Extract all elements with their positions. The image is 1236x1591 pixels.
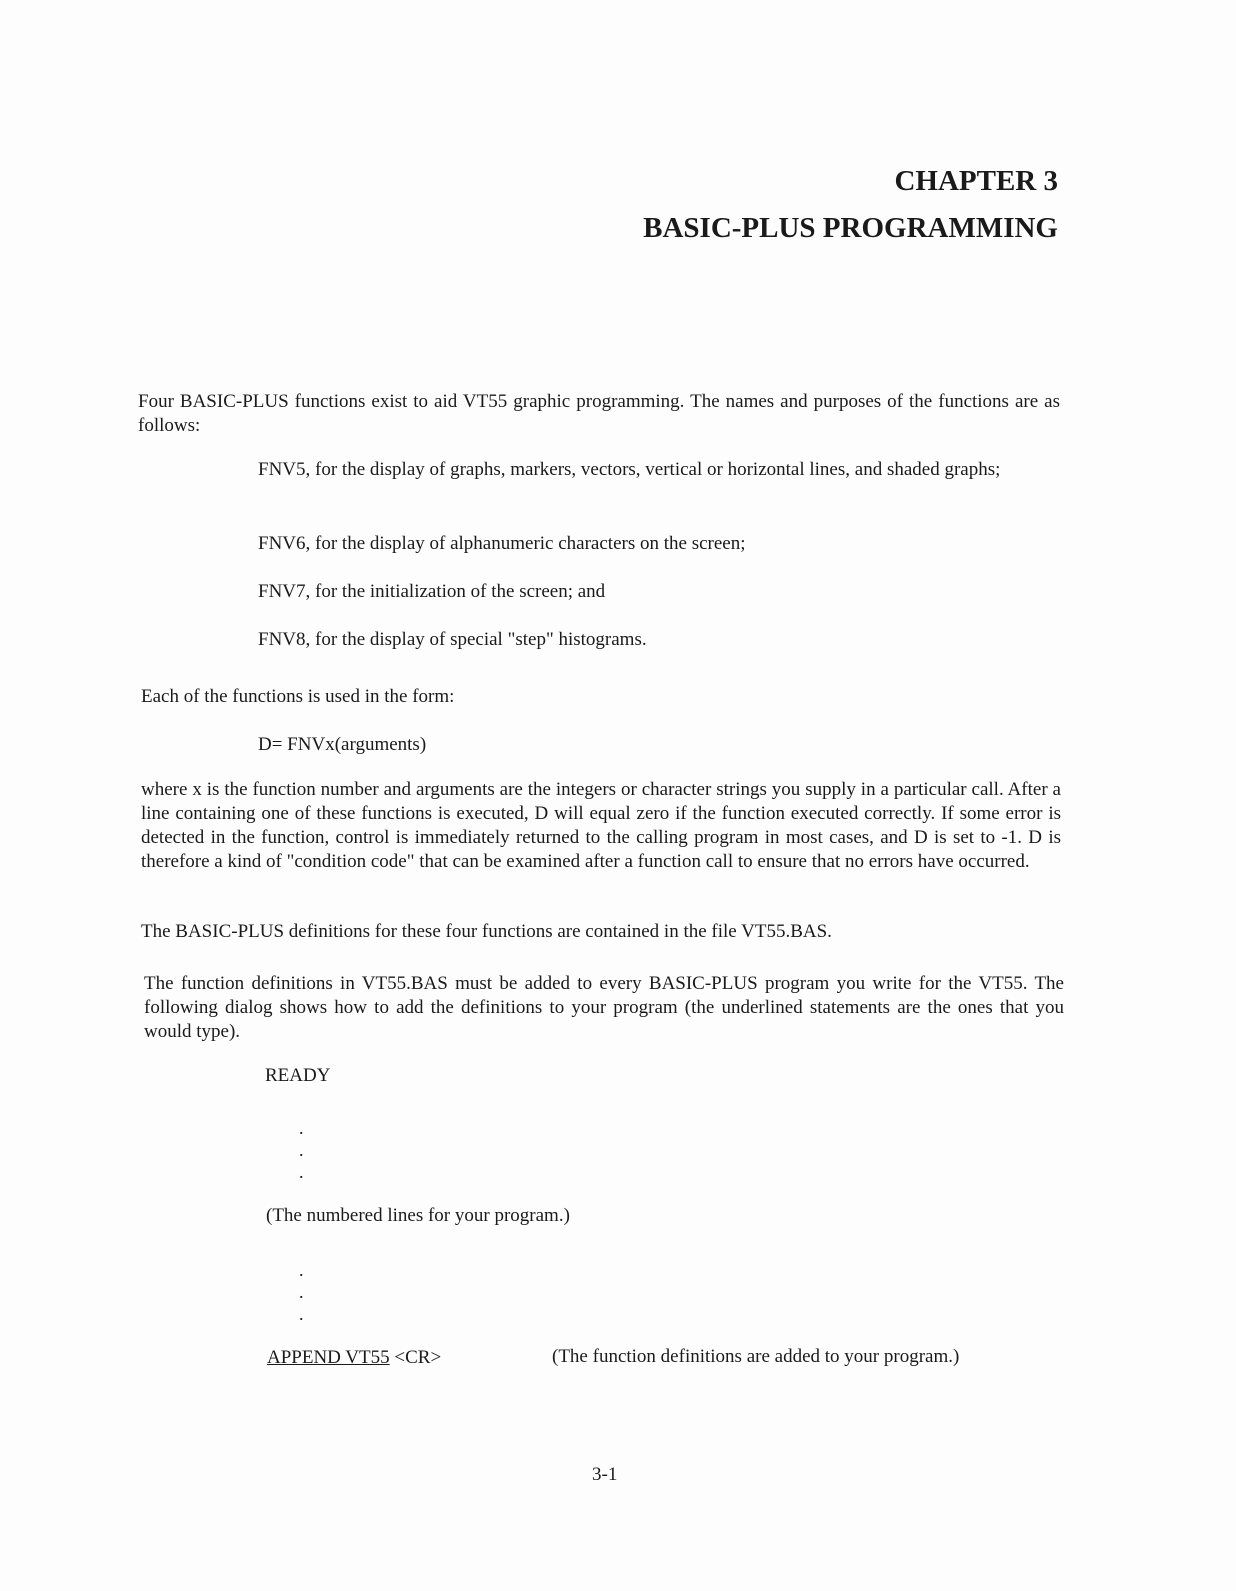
function-item: FNV7, for the initialization of the screen; and <box>258 581 606 602</box>
form-syntax: D= FNVx(arguments) <box>258 734 427 755</box>
carriage-return: <CR> <box>389 1347 442 1368</box>
explanation-paragraph: where x is the function number and arguments are the integers or character strings you supply in a particular call. After a line containing one of these functions is executed, D will equal zero if the function executed correctly. If some error is detected in the function, control is immediately returned to the calling program in most cases, and D is set to -1. D is therefore a kind of "condition code" that can be examined after a function call to ensure that no errors have occurred. <box>141 779 1061 872</box>
function-item: FNV6, for the display of alphanumeric characters on the screen; <box>258 533 746 554</box>
chapter-title: BASIC-PLUS PROGRAMMING <box>643 212 1058 244</box>
page-number: 3-1 <box>592 1464 618 1485</box>
dialog-ready: READY <box>265 1065 331 1086</box>
dialog-append-command <box>267 1346 441 1370</box>
form-intro: Each of the functions is used in the form: <box>141 686 455 707</box>
append-command-text: APPEND VT55 <box>267 1347 390 1368</box>
dialog-numbered-lines: (The numbered lines for your program.) <box>266 1205 570 1226</box>
document-page: CHAPTER 3 BASIC-PLUS PROGRAMMING Four BASIC-PLUS functions exist to aid VT55 graphic programming. The names and purposes of the functions are as follows: FNV5, for the display of graphs, markers, vectors, vertical or horizontal lines, and shaded graphs; FNV6, for the display of alphanumeric characters on the screen; FNV7, for the initialization of the screen; and FNV8, for the display of special "step" histograms. Each of the functions is used in the form: D= FNVx(arguments) where x is the function number and arguments are the integers or character strings you supply in a particular call. After a line containing one of these functions is executed, D will equal zero if the function executed correctly. If some error is detected in the function, control is immediately returned to the calling program in most cases, and D is set to -1. D is therefore a kind of "condition code" that can be examined after a function call to ensure that no errors have occurred. The BASIC-PLUS definitions for these four functions are contained in the file VT55.BAS. The function definitions in VT55.BAS must be added to every BASIC-PLUS program you write for the VT55. The following dialog shows how to add the definitions to your program (the underlined statements are the ones that you would type). READY . . . (The numbered lines for your program.) . . . APPEND VT55 <CR> (The function definitions are added to your program.) 3-1 <box>0 0 1236 1591</box>
dialog-append-note: (The function definitions are added to your program.) <box>552 1346 960 1367</box>
function-item: FNV8, for the display of special "step" histograms. <box>258 629 647 650</box>
definitions-paragraph: The BASIC-PLUS definitions for these four functions are contained in the file VT55.BAS. <box>141 921 832 942</box>
function-item: FNV5, for the display of graphs, markers, vectors, vertical or horizontal lines, and shaded graphs; <box>258 459 1001 480</box>
intro-paragraph: Four BASIC-PLUS functions exist to aid VT55 graphic programming. The names and purposes of the functions are as follows: <box>138 391 1060 436</box>
chapter-number: CHAPTER 3 <box>894 165 1058 197</box>
append-paragraph: The function definitions in VT55.BAS must be added to every BASIC-PLUS program you write for the VT55. The following dialog shows how to add the definitions to your program (the underlined statements are the ones that you would type). <box>144 973 1064 1042</box>
